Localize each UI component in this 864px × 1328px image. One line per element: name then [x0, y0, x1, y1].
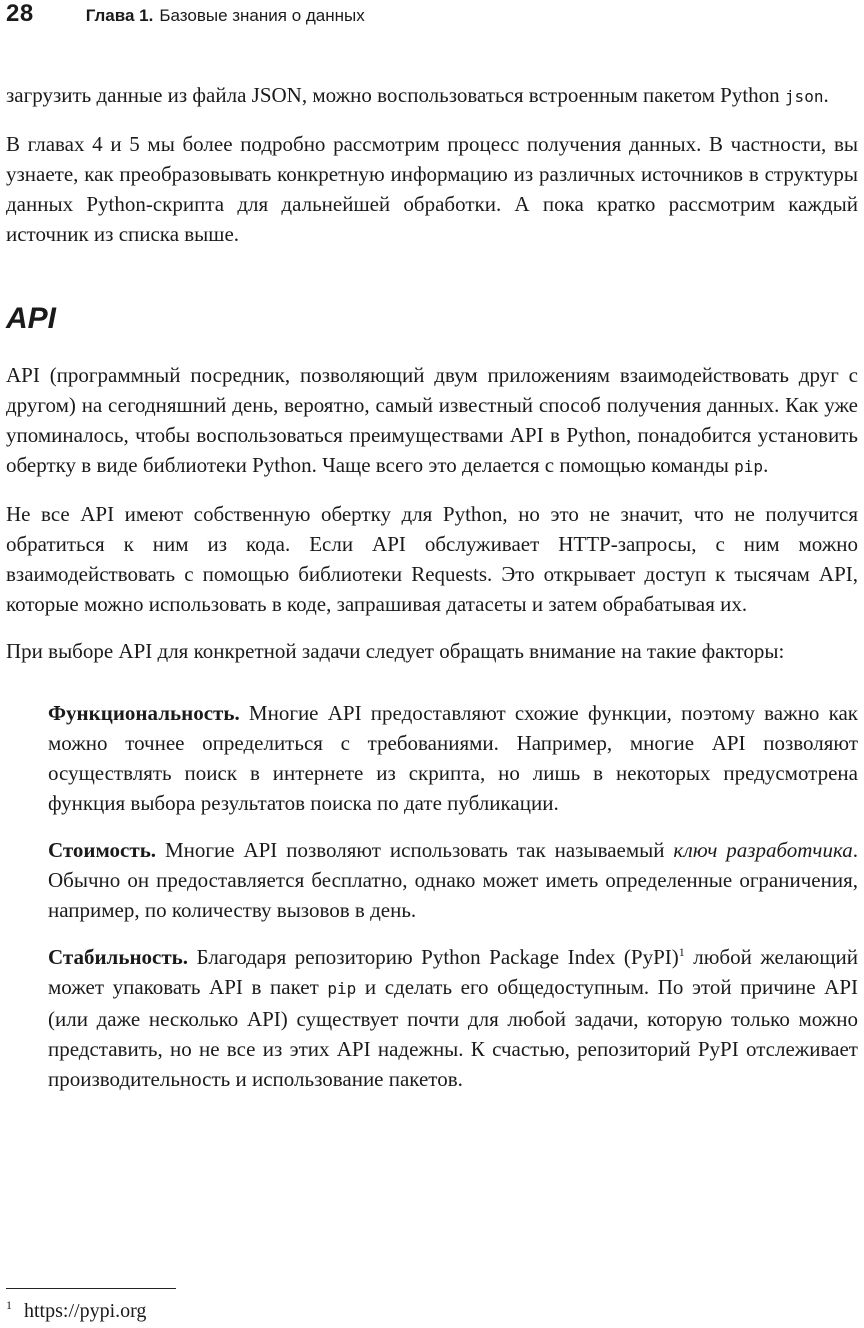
factor-cost	[48, 835, 858, 925]
factor-text: Многие API позволяют использовать так называемый	[156, 838, 674, 862]
factor-text: Благодаря репозиторию Python Package Index (PyPI)	[188, 945, 679, 969]
paragraph-end: .	[823, 83, 829, 107]
paragraph-factors-intro: При выборе API для конкретной задачи следует обращать внимание на такие факторы:	[6, 639, 785, 663]
footnote-link[interactable]: https://pypi.org	[24, 1300, 147, 1322]
footnote	[6, 1297, 146, 1325]
paragraph-json	[6, 80, 858, 112]
paragraph-text: загрузить данные из файла JSON, можно воспользоваться встроенным пакетом Python	[6, 83, 785, 107]
chapter-label: Глава 1.	[85, 6, 154, 25]
page-body	[6, 80, 858, 1094]
inline-code-json: json	[784, 87, 824, 106]
section-heading-api: API	[6, 302, 57, 335]
factor-text: любой желающий может упаковать API в пакет	[48, 945, 859, 999]
paragraph-chapters: В главах 4 и 5 мы более подробно рассмотрим процесс получения данных. В частности, вы узнаете, как преобразовывать конкретную информацию из различных источников в структуры данных Python-скрипта для дальнейшей обработки. А пока кратко рассмотрим каждый источник из списка выше.	[6, 132, 858, 246]
factor-text: и сделать его общедоступным. По этой причине API (или даже несколько API) существует почти для любой задачи, которую только можно представить, но не все из этих API надежны. К счастью, репозиторий PyPI отслеживает производительность и использование пакетов.	[48, 975, 858, 1091]
inline-code-pip: pip	[327, 979, 357, 998]
paragraph-end: .	[763, 453, 769, 477]
factor-italic-term: ключ разработчика	[673, 838, 853, 862]
factor-term: Функциональность.	[48, 701, 240, 725]
inline-code-pip: pip	[734, 457, 764, 476]
footnote-divider	[6, 1288, 176, 1289]
factors-list	[6, 698, 858, 1094]
paragraph-api-intro	[6, 360, 858, 482]
paragraph-text: API (программный посредник, позволяющий двум приложениям взаимодействовать друг с другом) на сегодняшний день, вероятно, самый известный способ получения данных. Как уже упоминалось, чтобы воспользоваться преимуществами API в Python, понадобится установить обертку в виде библиотеки Python. Чаще всего это делается с помощью команды	[6, 363, 858, 477]
factor-stability	[48, 942, 858, 1094]
paragraph-requests: Не все API имеют собственную обертку для Python, но это не значит, что не получится обратиться к ним из кода. Если API обслуживает HTTP-запросы, с ним можно взаимодействовать с помощью библиотеки Requests. Это открывает доступ к тысячам API, которые можно использовать в коде, запрашивая датасеты и затем обрабатывая их.	[6, 502, 858, 616]
factor-term: Стоимость.	[48, 838, 157, 862]
factor-term: Стабильность.	[48, 945, 189, 969]
factor-text: Многие API предоставляют схожие функции, поэтому важно как можно точнее определиться с требованиями. Например, многие API позволяют осуществлять поиск в интернете из скрипта, но лишь в некоторых предусмотрена функция выбора результатов поиска по дате публикации.	[48, 701, 858, 815]
factor-text-end: . Обычно он предоставляется бесплатно, однако может иметь определенные ограничения, например, по количеству вызовов в день.	[48, 838, 858, 922]
page-number: 28	[6, 0, 34, 27]
running-head	[6, 0, 365, 34]
footnote-reference[interactable]: 1	[678, 945, 685, 959]
chapter-title: Базовые знания о данных	[159, 6, 365, 25]
footnote-number: 1	[6, 1298, 12, 1313]
factor-functionality	[48, 698, 858, 818]
